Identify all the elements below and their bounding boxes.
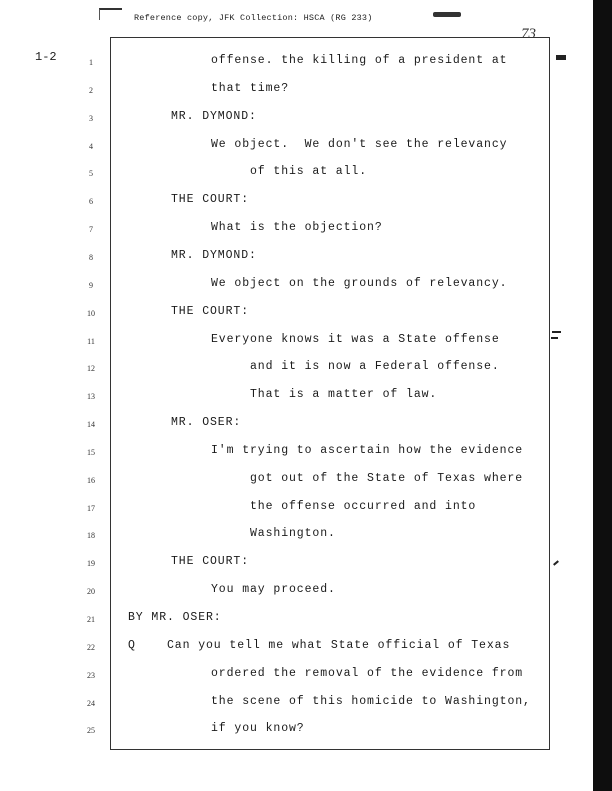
transcript-line: the scene of this homicide to Washington,	[211, 694, 531, 708]
margin-mark	[551, 337, 558, 339]
line-number: 12	[87, 364, 95, 374]
line-number: 6	[89, 197, 93, 207]
line-number: 5	[89, 169, 93, 179]
scan-edge-bar	[593, 0, 612, 791]
header-stamp-mark	[99, 8, 122, 20]
transcript-line: THE COURT:	[171, 193, 250, 207]
header-redaction-mark	[433, 12, 461, 17]
line-number: 13	[87, 392, 95, 402]
line-number: 17	[87, 503, 95, 513]
line-number: 7	[89, 225, 93, 235]
line-number: 8	[89, 252, 93, 262]
line-number: 23	[87, 670, 95, 680]
transcript-line: We object. We don't see the relevancy	[211, 137, 508, 151]
transcript-line: We object on the grounds of relevancy.	[211, 276, 508, 290]
line-number: 18	[87, 531, 95, 541]
transcript-line: and it is now a Federal offense.	[250, 360, 500, 374]
transcript-line: BY MR. OSER:	[128, 611, 222, 624]
handwritten-page-number: 73	[521, 26, 536, 42]
transcript-line: THE COURT:	[171, 555, 250, 569]
line-number: 15	[87, 447, 95, 457]
line-number: 24	[87, 698, 95, 708]
transcript-line: You may proceed.	[211, 583, 336, 597]
line-number: 1	[89, 58, 93, 67]
margin-mark	[556, 55, 566, 60]
transcript-line: MR. OSER:	[171, 416, 242, 430]
line-number: 20	[87, 587, 95, 597]
line-number: 9	[89, 280, 93, 290]
transcript-line: if you know?	[211, 722, 305, 736]
line-number: 3	[89, 113, 93, 123]
line-number: 10	[87, 308, 95, 318]
line-number: 19	[87, 559, 95, 569]
transcript-line: Q Can you tell me what State official of Texas	[128, 638, 511, 652]
transcript-line: got out of the State of Texas where	[250, 471, 524, 485]
transcript-line: ordered the removal of the evidence from	[211, 666, 524, 680]
line-number: 2	[89, 85, 93, 95]
transcript-line: offense. the killing of a president at	[211, 54, 508, 67]
reference-header: Reference copy, JFK Collection: HSCA (RG 233)	[134, 13, 373, 23]
margin-mark	[552, 331, 561, 333]
line-number: 4	[89, 141, 93, 151]
transcript-line: That is a matter of law.	[250, 388, 438, 402]
transcript-line: MR. DYMOND:	[171, 109, 257, 123]
transcript-line: of this at all.	[250, 165, 368, 179]
line-number: 25	[87, 726, 95, 736]
transcript-line: Washington.	[250, 527, 336, 541]
line-number: 11	[87, 336, 95, 346]
transcript-line: the offense occurred and into	[250, 499, 477, 513]
transcript-line: THE COURT:	[171, 304, 250, 318]
line-number: 14	[87, 420, 95, 430]
margin-mark	[553, 560, 559, 565]
transcript-line: What is the objection?	[211, 221, 383, 235]
line-number: 21	[87, 615, 95, 624]
transcript-line: Everyone knows it was a State offense	[211, 332, 500, 346]
line-number: 22	[87, 642, 95, 652]
transcript-line: I'm trying to ascertain how the evidence	[211, 443, 524, 457]
section-label: 1-2	[35, 50, 57, 64]
transcript-line: that time?	[211, 81, 290, 95]
transcript-line: MR. DYMOND:	[171, 248, 257, 262]
line-number: 16	[87, 475, 95, 485]
